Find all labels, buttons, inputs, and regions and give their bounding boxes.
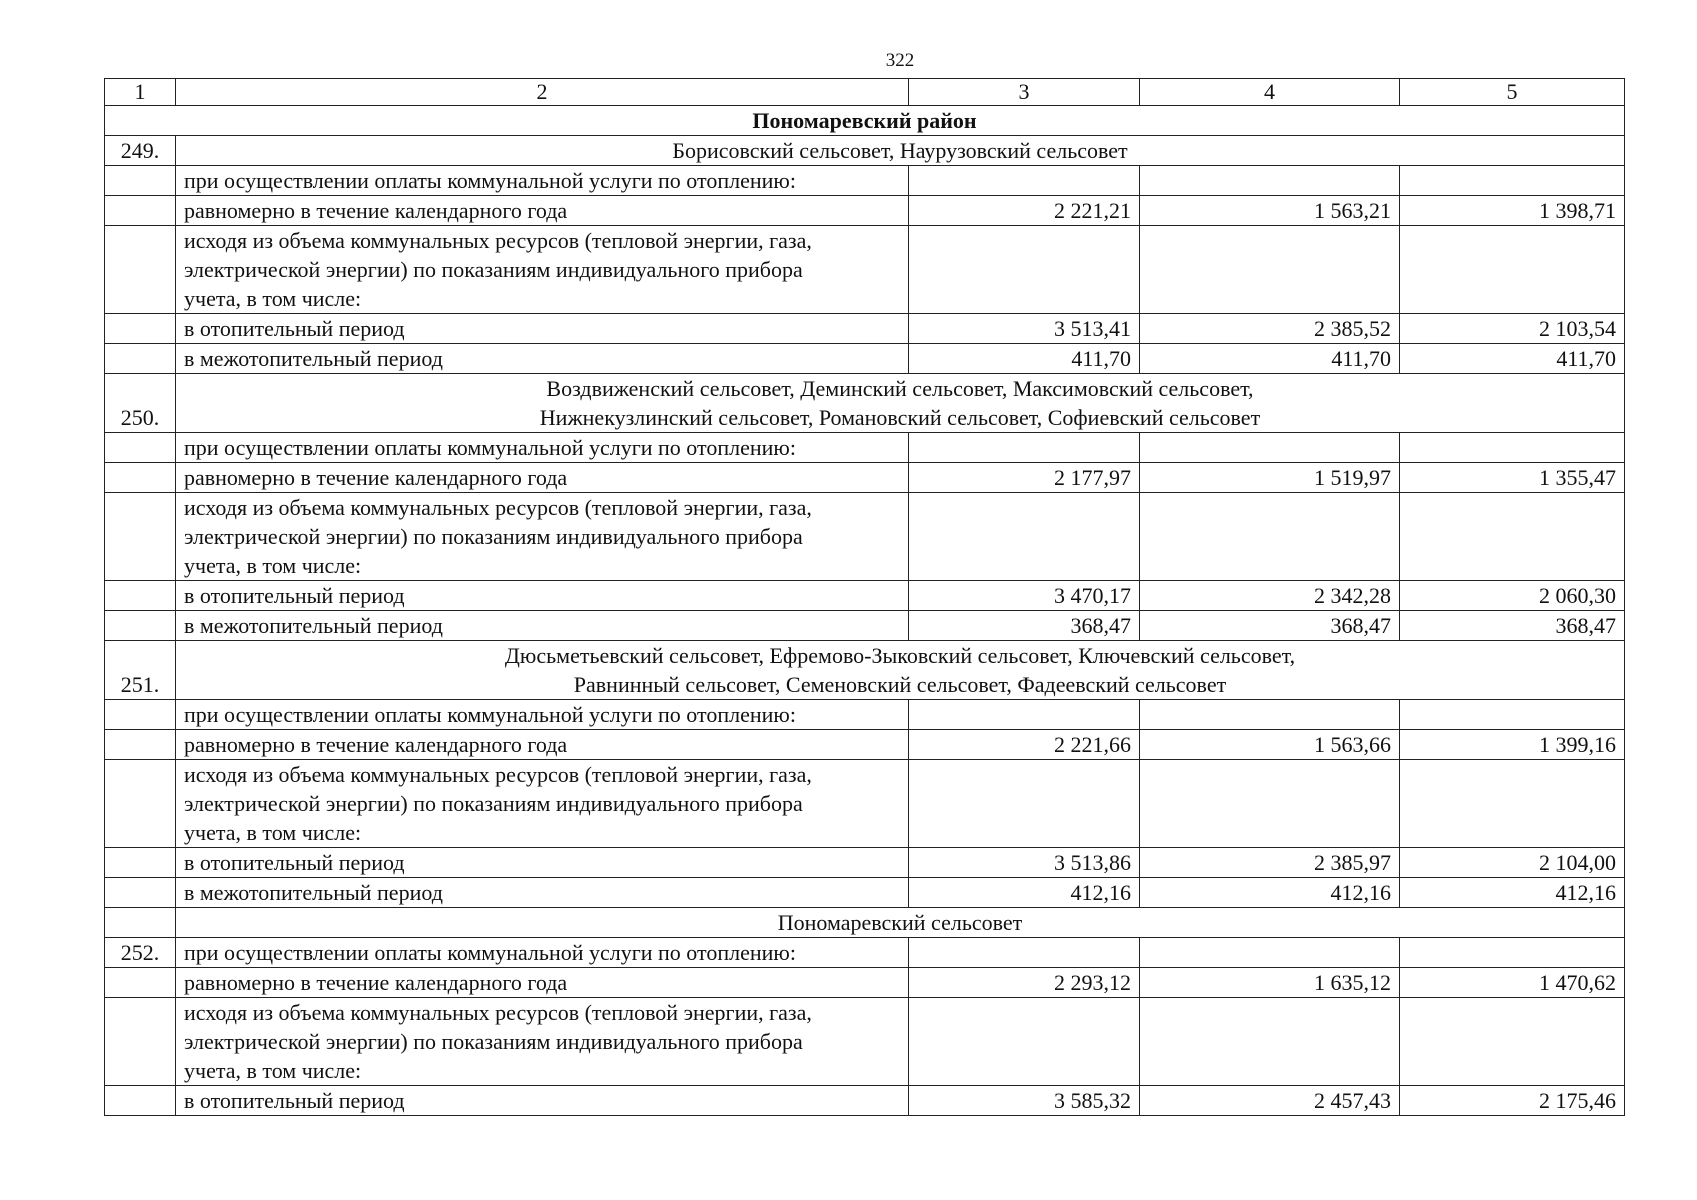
label-line: электрической энергии) по показаниям индивидуального прибора <box>184 1029 803 1054</box>
row-label: при осуществлении оплаты коммунальной услуги по отоплению: <box>176 166 909 196</box>
value-cell: 3 585,32 <box>909 1086 1140 1116</box>
column-header: 1 <box>105 79 176 106</box>
table-row <box>105 998 1625 1086</box>
row-label: при осуществлении оплаты коммунальной услуги по отоплению: <box>176 700 909 730</box>
value-cell: 2 175,46 <box>1400 1086 1625 1116</box>
group-title: Пономаревский сельсовет <box>176 908 1625 938</box>
page-number: 322 <box>885 50 915 71</box>
group-title-row <box>105 136 1625 166</box>
row-label: равномерно в течение календарного года <box>176 196 909 226</box>
column-header: 2 <box>176 79 909 106</box>
row-label: в отопительный период <box>176 1086 909 1116</box>
row-label <box>176 760 909 848</box>
value-cell: 2 177,97 <box>909 463 1140 493</box>
tariff-table <box>104 78 1625 1116</box>
row-label: в отопительный период <box>176 581 909 611</box>
label-line: исходя из объема коммунальных ресурсов (тепловой энергии, газа, <box>184 762 812 787</box>
row-number: 250. <box>105 374 176 433</box>
row-number: 252. <box>105 938 176 968</box>
table-row <box>105 611 1625 641</box>
row-label <box>176 998 909 1086</box>
row-label: в отопительный период <box>176 314 909 344</box>
table-row <box>105 314 1625 344</box>
row-label: в межотопительный период <box>176 611 909 641</box>
value-cell: 412,16 <box>1400 878 1625 908</box>
row-label: равномерно в течение календарного года <box>176 968 909 998</box>
district-row <box>105 106 1625 136</box>
table-row <box>105 493 1625 581</box>
label-line: исходя из объема коммунальных ресурсов (тепловой энергии, газа, <box>184 228 812 253</box>
row-label: при осуществлении оплаты коммунальной услуги по отоплению: <box>176 433 909 463</box>
table-row <box>105 581 1625 611</box>
title-line: Нижнекузлинский сельсовет, Романовский сельсовет, Софиевский сельсовет <box>539 405 1261 430</box>
value-cell: 1 519,97 <box>1140 463 1400 493</box>
value-cell: 411,70 <box>1140 344 1400 374</box>
table-row <box>105 344 1625 374</box>
row-label: в отопительный период <box>176 848 909 878</box>
table-row <box>105 463 1625 493</box>
table-row <box>105 968 1625 998</box>
group-title-row <box>105 908 1625 938</box>
value-cell: 1 399,16 <box>1400 730 1625 760</box>
value-cell: 412,16 <box>1140 878 1400 908</box>
row-label: в межотопительный период <box>176 878 909 908</box>
district-title: Пономаревский район <box>105 106 1625 136</box>
value-cell: 2 060,30 <box>1400 581 1625 611</box>
column-header: 4 <box>1140 79 1400 106</box>
label-line: учета, в том числе: <box>184 286 362 311</box>
value-cell: 2 385,97 <box>1140 848 1400 878</box>
group-title-row <box>105 641 1625 700</box>
table-row <box>105 938 1625 968</box>
row-label <box>176 493 909 581</box>
table-row <box>105 433 1625 463</box>
value-cell: 2 103,54 <box>1400 314 1625 344</box>
value-cell: 2 385,52 <box>1140 314 1400 344</box>
group-title-row <box>105 374 1625 433</box>
row-label: равномерно в течение календарного года <box>176 730 909 760</box>
row-label: равномерно в течение календарного года <box>176 463 909 493</box>
value-cell: 368,47 <box>909 611 1140 641</box>
value-cell: 1 355,47 <box>1400 463 1625 493</box>
group-title <box>176 641 1625 700</box>
value-cell: 2 221,21 <box>909 196 1140 226</box>
label-line: электрической энергии) по показаниям индивидуального прибора <box>184 524 803 549</box>
value-cell: 1 563,66 <box>1140 730 1400 760</box>
row-number: 251. <box>105 641 176 700</box>
column-header: 3 <box>909 79 1140 106</box>
value-cell: 368,47 <box>1140 611 1400 641</box>
title-line: Воздвиженский сельсовет, Деминский сельсовет, Максимовский сельсовет, <box>546 376 1254 401</box>
label-line: учета, в том числе: <box>184 820 362 845</box>
table-row <box>105 878 1625 908</box>
title-line: Равнинный сельсовет, Семеновский сельсовет, Фадеевский сельсовет <box>573 672 1227 697</box>
label-line: учета, в том числе: <box>184 1058 362 1083</box>
value-cell: 3 513,86 <box>909 848 1140 878</box>
table-row <box>105 848 1625 878</box>
label-line: учета, в том числе: <box>184 553 362 578</box>
row-number: 249. <box>105 136 176 166</box>
value-cell: 412,16 <box>909 878 1140 908</box>
value-cell: 2 342,28 <box>1140 581 1400 611</box>
label-line: электрической энергии) по показаниям индивидуального прибора <box>184 791 803 816</box>
table-row <box>105 166 1625 196</box>
value-cell: 411,70 <box>909 344 1140 374</box>
value-cell: 2 221,66 <box>909 730 1140 760</box>
value-cell: 1 470,62 <box>1400 968 1625 998</box>
value-cell: 2 293,12 <box>909 968 1140 998</box>
label-line: исходя из объема коммунальных ресурсов (тепловой энергии, газа, <box>184 1000 812 1025</box>
table-row <box>105 1086 1625 1116</box>
table-row <box>105 700 1625 730</box>
row-label: при осуществлении оплаты коммунальной услуги по отоплению: <box>176 938 909 968</box>
group-title <box>176 374 1625 433</box>
value-cell: 2 104,00 <box>1400 848 1625 878</box>
table-row <box>105 226 1625 314</box>
group-title: Борисовский сельсовет, Наурузовский сельсовет <box>176 136 1625 166</box>
table-row <box>105 760 1625 848</box>
value-cell: 2 457,43 <box>1140 1086 1400 1116</box>
label-line: исходя из объема коммунальных ресурсов (тепловой энергии, газа, <box>184 495 812 520</box>
table-row <box>105 730 1625 760</box>
row-label <box>176 226 909 314</box>
label-line: электрической энергии) по показаниям индивидуального прибора <box>184 257 803 282</box>
value-cell: 1 635,12 <box>1140 968 1400 998</box>
table-row <box>105 196 1625 226</box>
column-number-row <box>105 79 1625 106</box>
value-cell: 3 470,17 <box>909 581 1140 611</box>
value-cell: 368,47 <box>1400 611 1625 641</box>
value-cell: 3 513,41 <box>909 314 1140 344</box>
column-header: 5 <box>1400 79 1625 106</box>
value-cell: 411,70 <box>1400 344 1625 374</box>
value-cell: 1 398,71 <box>1400 196 1625 226</box>
value-cell: 1 563,21 <box>1140 196 1400 226</box>
title-line: Дюсьметьевский сельсовет, Ефремово-Зыковский сельсовет, Ключевский сельсовет, <box>504 643 1296 668</box>
row-label: в межотопительный период <box>176 344 909 374</box>
